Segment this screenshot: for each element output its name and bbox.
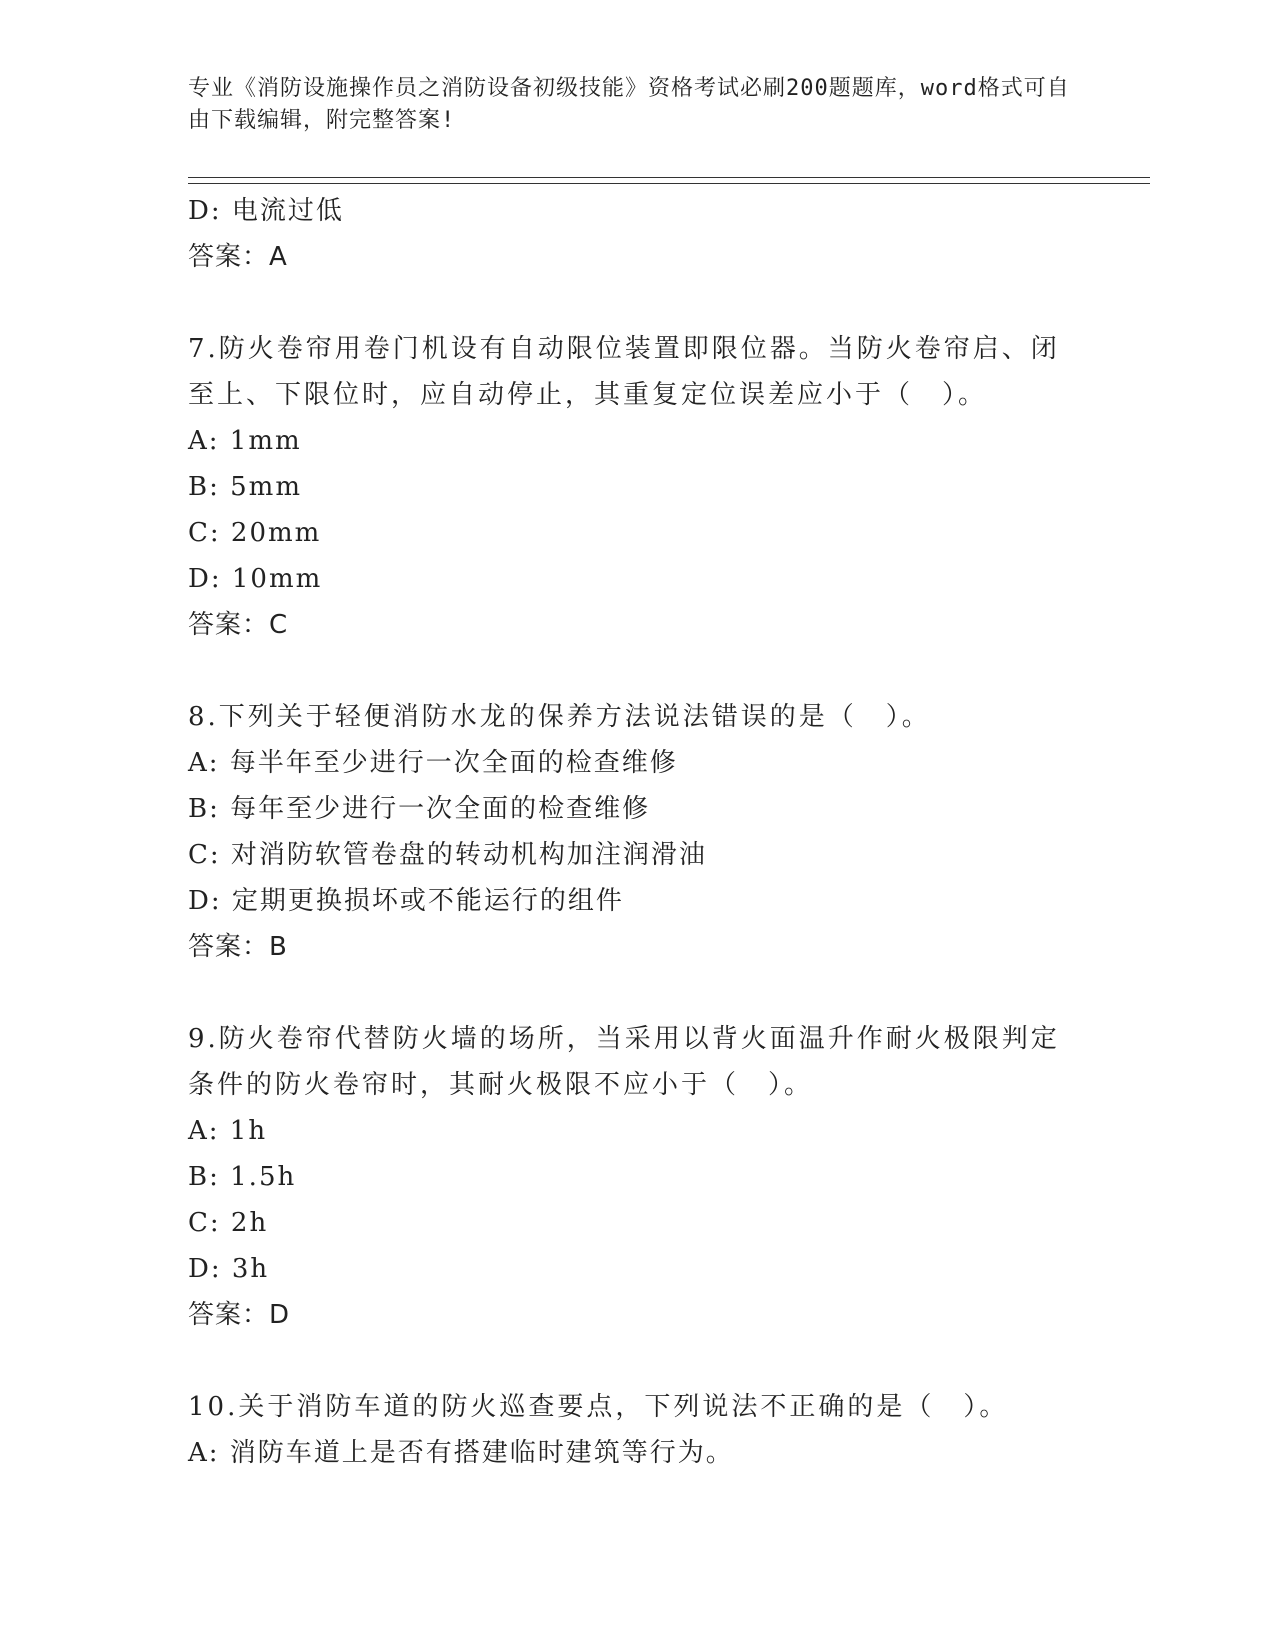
option-d: D: 10mm [188, 564, 323, 594]
question-text: 8.下列关于轻便消防水龙的保养方法说法错误的是（ ）。 [188, 702, 931, 732]
option-a: A: 1h [188, 1116, 268, 1146]
option-d: D: 定期更换损坏或不能运行的组件 [188, 886, 624, 916]
option-a: A: 1mm [188, 426, 302, 456]
answer-line: 答案：C [188, 610, 289, 640]
answer-line: 答案：A [188, 242, 288, 272]
document-header: 专业《消防设施操作员之消防设备初级技能》资格考试必刷200题题库，word格式可自由下载编辑，附完整答案! [188, 76, 1070, 133]
question-text: 9.防火卷帘代替防火墙的场所，当采用以背火面温升作耐火极限判定条件的防火卷帘时，其耐火极限不应小于（ ）。 [188, 1024, 1060, 1100]
question-block [188, 326, 1088, 648]
question-block [188, 1384, 1088, 1476]
option-d: D: 3h [188, 1254, 270, 1284]
answer-line: 答案：D [188, 1300, 291, 1330]
option-c: C: 2h [188, 1208, 269, 1238]
question-block [188, 1016, 1088, 1338]
header-divider-top [188, 177, 1150, 178]
option-b: B: 5mm [188, 472, 302, 502]
question-text: 7.防火卷帘用卷门机设有自动限位装置即限位器。当防火卷帘启、闭至上、下限位时，应自动停止，其重复定位误差应小于（ ）。 [188, 334, 1060, 410]
option-b: B: 每年至少进行一次全面的检查维修 [188, 794, 651, 824]
option-a: A: 每半年至少进行一次全面的检查维修 [188, 748, 678, 778]
option-c: C: 对消防软管卷盘的转动机构加注润滑油 [188, 840, 707, 870]
option-b: B: 1.5h [188, 1162, 297, 1192]
question-list [188, 188, 1088, 1476]
question-block [188, 694, 1088, 970]
question-text: 10.关于消防车道的防火巡查要点，下列说法不正确的是（ ）。 [188, 1392, 1009, 1422]
option-d: D: 电流过低 [188, 196, 344, 226]
option-a: A: 消防车道上是否有搭建临时建筑等行为。 [188, 1438, 734, 1468]
option-c: C: 20mm [188, 518, 322, 548]
header-divider-bottom [188, 183, 1150, 184]
answer-line: 答案：B [188, 932, 288, 962]
